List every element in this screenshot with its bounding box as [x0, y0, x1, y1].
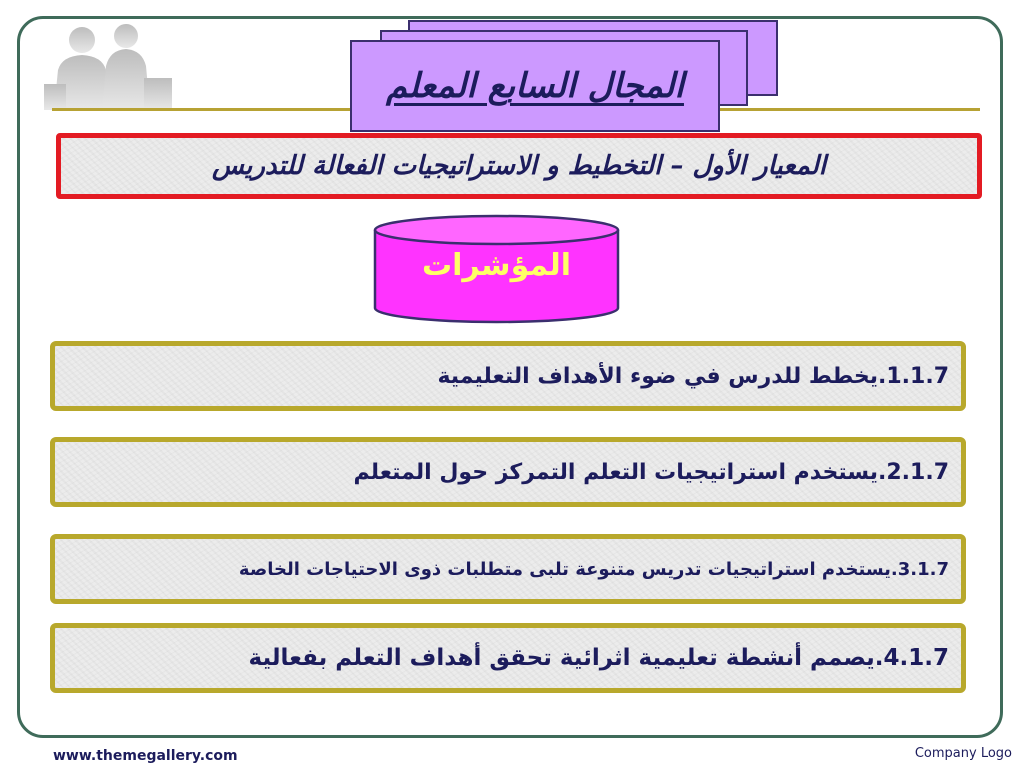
slide-title: المجال السابع المعلم	[386, 66, 684, 106]
footer-website[interactable]: www.themegallery.com	[53, 748, 238, 764]
indicator-text: 3.1.7.يستخدم استراتيجيات تدريس متنوعة تلبى متطلبات ذوى الاحتياجات الخاصة	[238, 558, 949, 580]
footer-company-logo: Company Logo	[914, 746, 1012, 761]
standard-text: المعيار الأول – التخطيط و الاستراتيجيات الفعالة للتدريس	[211, 151, 827, 181]
indicator-text: 2.1.7.يستخدم استراتيجيات التعلم التمركز حول المتعلم	[353, 459, 949, 485]
indicator-box	[50, 341, 966, 411]
indicators-label: المؤشرات	[421, 248, 572, 283]
standard-banner	[56, 133, 982, 199]
indicator-text: 4.1.7.يصمم أنشطة تعليمية اثرائية تحقق أهداف التعلم بفعالية	[248, 645, 949, 671]
business-people-silhouette-icon	[44, 22, 174, 110]
title-card-front	[350, 40, 720, 132]
indicator-box	[50, 623, 966, 693]
indicator-box	[50, 437, 966, 507]
indicator-text: 1.1.7.يخطط للدرس في ضوء الأهداف التعليمية	[437, 363, 949, 389]
indicator-box	[50, 534, 966, 604]
